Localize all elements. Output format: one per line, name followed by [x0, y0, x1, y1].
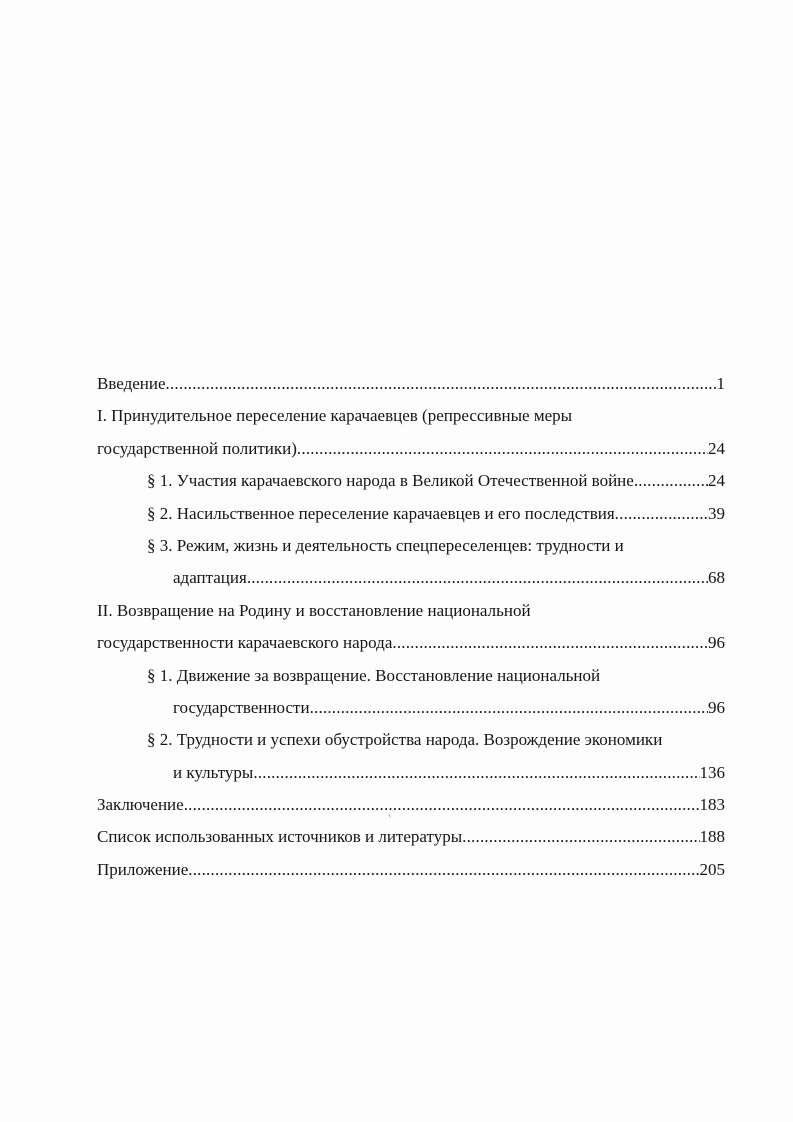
- toc-entry-title: § 2. Насильственное переселение карачаевцев и его последствия: [147, 503, 615, 523]
- toc-leader-dots: [310, 692, 708, 724]
- toc-entry-ch1-section-1: [97, 465, 725, 497]
- scan-mark: ‹: [388, 810, 392, 821]
- toc-entry-ch2-section-2-cont: [97, 757, 725, 789]
- toc-entry-title: государственности: [173, 697, 310, 717]
- toc-page-number: 24: [708, 438, 725, 458]
- toc-entry-title: § 3. Режим, жизнь и деятельность спецпереселенцев: трудности и: [147, 535, 624, 555]
- toc-page-number: 68: [708, 568, 725, 588]
- toc-entry-title: Список использованных источников и литературы: [97, 827, 463, 847]
- toc-entry-ch2-section-1-cont: [97, 692, 725, 724]
- toc-leader-dots: [297, 433, 708, 465]
- toc-entry-ch1-section-2: [97, 498, 725, 530]
- toc-page-number: 136: [699, 762, 725, 782]
- toc-entry-chapter-2: [97, 595, 725, 627]
- toc-entry-sources: [97, 821, 725, 853]
- toc-leader-dots: [462, 821, 699, 853]
- toc-entry-chapter-2-cont: [97, 627, 725, 659]
- table-of-contents: [97, 368, 725, 886]
- toc-entry-title: Заключение: [97, 795, 184, 815]
- toc-entry-conclusion: [97, 789, 725, 821]
- toc-entry-title: § 1. Движение за возвращение. Восстановление национальной: [147, 665, 601, 685]
- toc-entry-title: Приложение: [97, 859, 189, 879]
- toc-page-number: 205: [699, 859, 725, 879]
- toc-page-number: 96: [708, 697, 725, 717]
- toc-entry-ch1-section-3: [97, 530, 725, 562]
- toc-entry-ch2-section-1: [97, 660, 725, 692]
- toc-leader-dots: [392, 627, 708, 659]
- toc-entry-title: и культуры: [173, 762, 254, 782]
- toc-leader-dots: [253, 757, 699, 789]
- toc-entry-appendix: [97, 854, 725, 886]
- toc-leader-dots: [615, 498, 708, 530]
- toc-leader-dots: [184, 789, 700, 821]
- toc-page-number: 183: [699, 795, 725, 815]
- toc-entry-title: адаптация: [173, 568, 247, 588]
- toc-entry-title: II. Возвращение на Родину и восстановление национальной: [97, 600, 531, 620]
- toc-entry-title: государственной политики): [97, 438, 297, 458]
- toc-page-number: 39: [708, 503, 725, 523]
- toc-page-number: 96: [708, 633, 725, 653]
- toc-page-number: 1: [716, 374, 725, 393]
- toc-entry-title: I. Принудительное переселение карачаевцев (репрессивные меры: [97, 406, 573, 426]
- toc-entry-title: § 2. Трудности и успехи обустройства народа. Возрождение экономики: [147, 730, 663, 750]
- toc-leader-dots: [634, 465, 708, 497]
- toc-entry-title: государственности карачаевского народа: [97, 633, 393, 653]
- toc-page-number: 188: [699, 827, 725, 847]
- toc-entry-chapter-1: [97, 400, 725, 432]
- toc-entry-title: § 1. Участия карачаевского народа в Великой Отечественной войне: [147, 471, 634, 491]
- toc-leader-dots: [247, 562, 708, 594]
- toc-page-number: 24: [708, 471, 725, 491]
- toc-entry-chapter-1-cont: [97, 433, 725, 465]
- toc-leader-dots: [166, 368, 717, 400]
- toc-entry-title: Введение: [97, 374, 166, 393]
- toc-leader-dots: [188, 854, 699, 886]
- toc-entry-ch2-section-2: [97, 724, 725, 756]
- toc-entry-ch1-section-3-cont: [97, 562, 725, 594]
- toc-entry-intro: [97, 368, 725, 400]
